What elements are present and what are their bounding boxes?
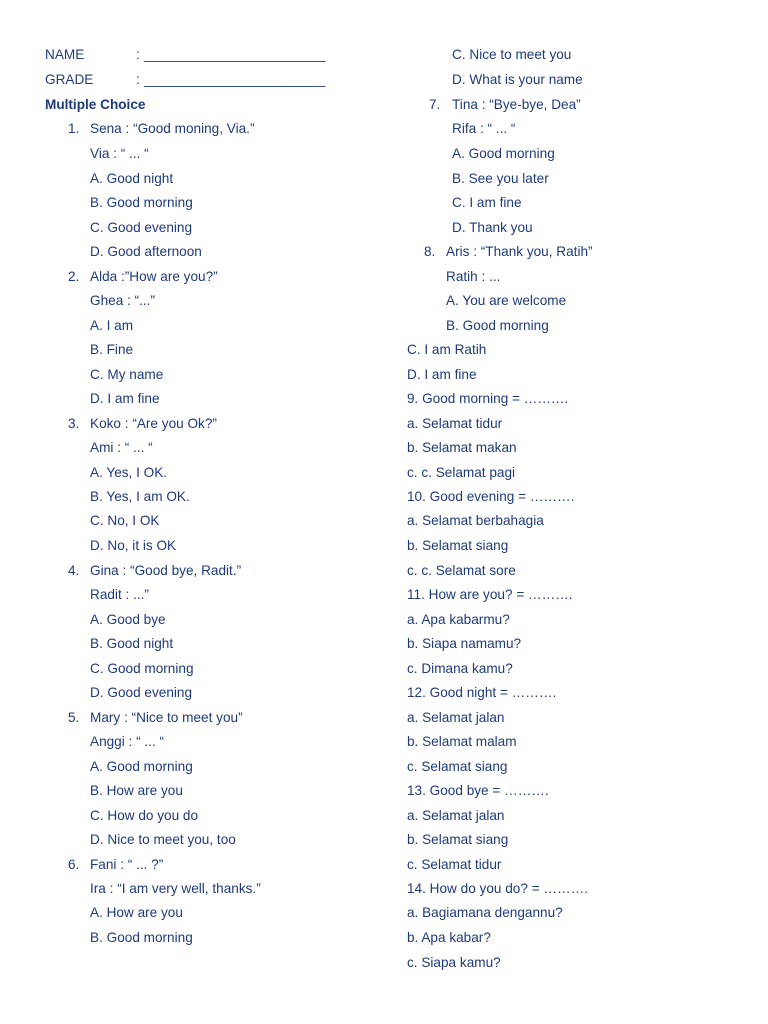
question-response: Anggi : “ ... “ (90, 734, 165, 749)
option: B. Yes, I am OK. (90, 489, 190, 504)
question-prompt: 11. How are you? = ………. (407, 587, 573, 602)
question-prompt: 10. Good evening = ………. (407, 489, 575, 504)
grade-colon: : (136, 72, 140, 87)
question-number: 1. (68, 121, 80, 136)
option: a. Selamat jalan (407, 808, 505, 823)
option: C. Nice to meet you (452, 47, 572, 62)
question-prompt: Fani : “ ... ?” (90, 857, 164, 872)
option: c. Selamat tidur (407, 857, 502, 872)
question-number: 4. (68, 563, 80, 578)
question-number: 6. (68, 857, 80, 872)
option: C. I am fine (452, 195, 522, 210)
question-response: Via : “ ... “ (90, 146, 149, 161)
grade-label: GRADE (45, 72, 94, 87)
question-prompt: Tina : “Bye-bye, Dea” (452, 97, 581, 112)
option: B. Good morning (446, 318, 549, 333)
question-prompt: Mary : “Nice to meet you” (90, 710, 243, 725)
option: B. Good night (90, 636, 174, 651)
question-response: Ira : “I am very well, thanks.” (90, 881, 261, 896)
name-colon: : (136, 47, 140, 62)
question-number: 7. (429, 97, 441, 112)
grade-blank: ________________________ (144, 72, 326, 87)
option: A. Good morning (90, 759, 193, 774)
option: a. Bagiamana dengannu? (407, 905, 563, 920)
option: C. I am Ratih (407, 342, 487, 357)
option: A. I am (90, 318, 134, 333)
question-prompt: Aris : “Thank you, Ratih” (446, 244, 593, 259)
name-label: NAME (45, 47, 85, 62)
question-prompt: Koko : “Are you Ok?” (90, 416, 217, 431)
question-prompt: Gina : “Good bye, Radit.” (90, 563, 242, 578)
option: A. Good morning (452, 146, 555, 161)
option: B. How are you (90, 783, 183, 798)
question-prompt: Sena : “Good moning, Via.” (90, 121, 255, 136)
option: D. Good evening (90, 685, 193, 700)
question-number: 2. (68, 269, 80, 284)
option: C. Good morning (90, 661, 194, 676)
option: C. My name (90, 367, 164, 382)
option: A. You are welcome (446, 293, 567, 308)
question-number: 3. (68, 416, 80, 431)
option: c. Selamat siang (407, 759, 508, 774)
question-prompt: 14. How do you do? = ………. (407, 881, 588, 896)
question-prompt: Alda :”How are you?” (90, 269, 218, 284)
option: D. Good afternoon (90, 244, 202, 259)
option: c. c. Selamat sore (407, 563, 516, 578)
option: a. Apa kabarmu? (407, 612, 510, 627)
option: B. Good morning (90, 195, 193, 210)
question-response: Ratih : ... (446, 269, 501, 284)
option: A. How are you (90, 905, 183, 920)
option: C. Good evening (90, 220, 193, 235)
option: D. I am fine (90, 391, 160, 406)
option: D. Thank you (452, 220, 533, 235)
option: B. Fine (90, 342, 134, 357)
option: A. Good night (90, 171, 174, 186)
option: B. Good morning (90, 930, 193, 945)
option: b. Selamat makan (407, 440, 517, 455)
option: D. Nice to meet you, too (90, 832, 236, 847)
section-title: Multiple Choice (45, 97, 146, 112)
question-prompt: 12. Good night = ………. (407, 685, 557, 700)
option: b. Selamat siang (407, 832, 509, 847)
option: c. Dimana kamu? (407, 661, 513, 676)
option: b. Apa kabar? (407, 930, 491, 945)
option: A. Good bye (90, 612, 166, 627)
option: D. No, it is OK (90, 538, 177, 553)
option: C. No, I OK (90, 513, 160, 528)
option: b. Selamat malam (407, 734, 517, 749)
question-number: 5. (68, 710, 80, 725)
option: a. Selamat jalan (407, 710, 505, 725)
name-blank: ________________________ (144, 47, 326, 62)
option: A. Yes, I OK. (90, 465, 168, 480)
question-prompt: 13. Good bye = ………. (407, 783, 549, 798)
option: b. Siapa namamu? (407, 636, 522, 651)
question-prompt: 9. Good morning = ………. (407, 391, 569, 406)
option: D. What is your name (452, 72, 583, 87)
question-number: 8. (424, 244, 436, 259)
question-response: Rifa : “ ... “ (452, 121, 516, 136)
option: B. See you later (452, 171, 549, 186)
option: a. Selamat berbahagia (407, 513, 544, 528)
option: a. Selamat tidur (407, 416, 503, 431)
option: c. c. Selamat pagi (407, 465, 516, 480)
question-response: Radit : ...” (90, 587, 149, 602)
question-response: Ami : “ ... “ (90, 440, 153, 455)
option: c. Siapa kamu? (407, 955, 501, 970)
option: C. How do you do (90, 808, 199, 823)
question-response: Ghea : “...” (90, 293, 155, 308)
option: b. Selamat siang (407, 538, 509, 553)
option: D. I am fine (407, 367, 477, 382)
